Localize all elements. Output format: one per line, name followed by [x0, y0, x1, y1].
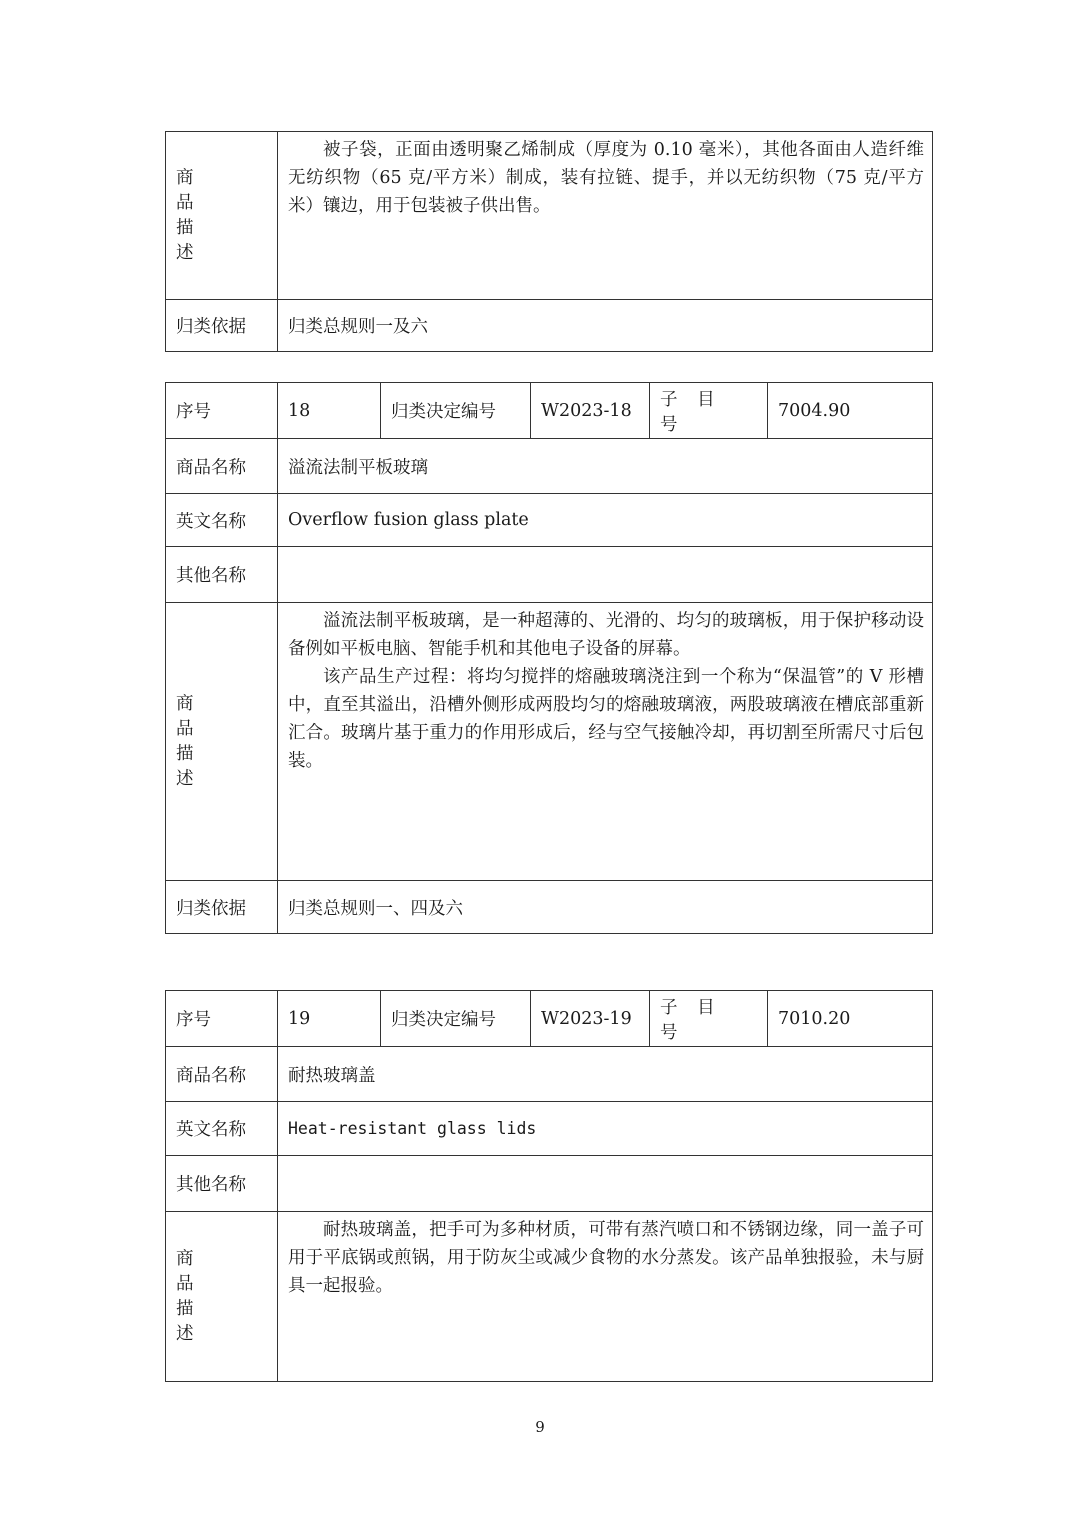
- table-entry-17-continued: [165, 131, 933, 352]
- english-row: [166, 1102, 933, 1156]
- seq-value: 18: [278, 383, 381, 439]
- basis-row: [166, 881, 933, 934]
- subheading-label: 子 目 号: [650, 383, 768, 439]
- table-entry-19: [165, 990, 933, 1382]
- basis-label: 归类依据: [166, 881, 278, 934]
- other-name-label: 其他名称: [166, 547, 278, 603]
- description-label: 商 品 描 述: [166, 603, 278, 881]
- subheading-value: 7010.20: [768, 991, 933, 1047]
- english-row: [166, 494, 933, 547]
- decision-value: W2023-19: [531, 991, 650, 1047]
- other-name-value: [278, 1156, 933, 1212]
- other-name-value: [278, 547, 933, 603]
- seq-value: 19: [278, 991, 381, 1047]
- page-number: 9: [535, 1418, 545, 1436]
- description-row: [166, 603, 933, 881]
- description-row: [166, 132, 933, 300]
- header-row: [166, 991, 933, 1047]
- name-value: 溢流法制平板玻璃: [278, 439, 933, 494]
- description-text: 耐热玻璃盖，把手可为多种材质，可带有蒸汽喷口和不锈钢边缘，同一盖子可用于平底锅或煎锅，用于防灰尘或减少食物的水分蒸发。该产品单独报验，未与厨具一起报验。: [278, 1212, 933, 1382]
- description-text: 被子袋，正面由透明聚乙烯制成（厚度为 0.10 毫米），其他各面由人造纤维无纺织物（65 克/平方米）制成，装有拉链、提手，并以无纺织物（75 克/平方米）镶边，用于包装被子供出售。: [278, 132, 933, 300]
- other-name-label: 其他名称: [166, 1156, 278, 1212]
- basis-label: 归类依据: [166, 300, 278, 352]
- other-name-row: [166, 1156, 933, 1212]
- decision-label: 归类决定编号: [381, 383, 531, 439]
- name-label: 商品名称: [166, 439, 278, 494]
- other-name-row: [166, 547, 933, 603]
- description-text: 溢流法制平板玻璃，是一种超薄的、光滑的、均匀的玻璃板，用于保护移动设备例如平板电脑、智能手机和其他电子设备的屏幕。 该产品生产过程：将均匀搅拌的熔融玻璃浇注到一个称为“保温管”的 V 形槽中，直至其溢出，沿槽外侧形成两股均匀的熔融玻璃液，两股玻璃液在槽底部重新汇合。玻璃片基于重力的作用形成后，经与空气接触冷却，再切割至所需尺寸后包装。: [278, 603, 933, 881]
- english-value: Heat-resistant glass lids: [278, 1102, 933, 1156]
- english-label: 英文名称: [166, 1102, 278, 1156]
- english-value: Overflow fusion glass plate: [278, 494, 933, 547]
- name-row: [166, 439, 933, 494]
- basis-value: 归类总规则一及六: [278, 300, 933, 352]
- description-label: 商 品 描 述: [166, 1212, 278, 1382]
- name-value: 耐热玻璃盖: [278, 1047, 933, 1102]
- description-label: 商 品 描 述: [166, 132, 278, 300]
- subheading-label: 子 目 号: [650, 991, 768, 1047]
- english-label: 英文名称: [166, 494, 278, 547]
- name-label: 商品名称: [166, 1047, 278, 1102]
- description-row: [166, 1212, 933, 1382]
- table-entry-18: [165, 382, 933, 934]
- header-row: [166, 383, 933, 439]
- decision-value: W2023-18: [531, 383, 650, 439]
- decision-label: 归类决定编号: [381, 991, 531, 1047]
- basis-value: 归类总规则一、四及六: [278, 881, 933, 934]
- name-row: [166, 1047, 933, 1102]
- basis-row: [166, 300, 933, 352]
- seq-label: 序号: [166, 383, 278, 439]
- subheading-value: 7004.90: [768, 383, 933, 439]
- seq-label: 序号: [166, 991, 278, 1047]
